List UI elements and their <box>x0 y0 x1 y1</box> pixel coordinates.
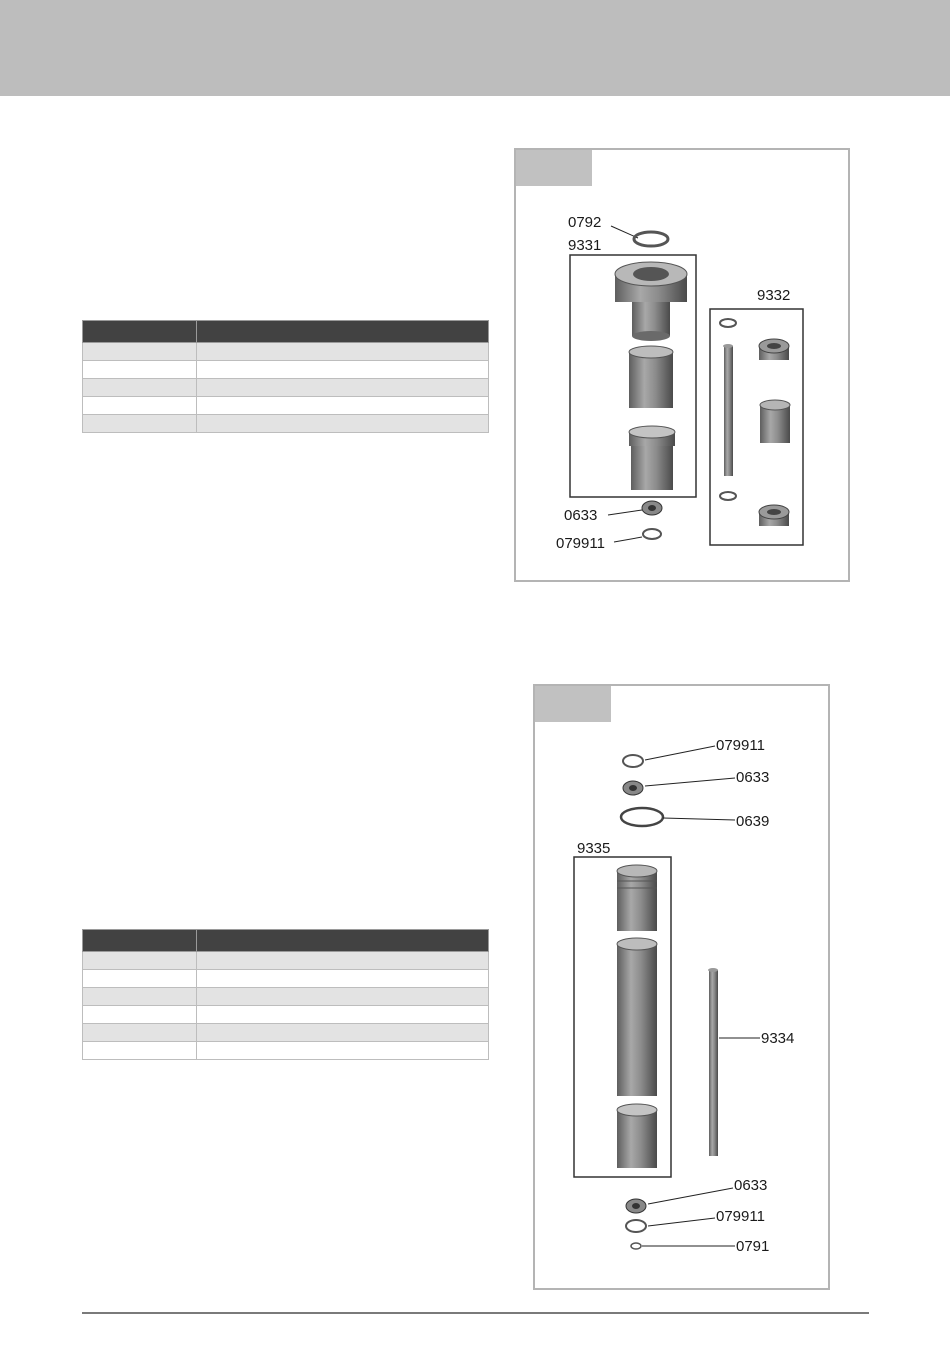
leader-line <box>645 746 715 760</box>
table-row <box>83 1024 489 1042</box>
table-row <box>83 361 489 379</box>
circlip-bottom <box>720 492 736 500</box>
table-cell <box>83 361 197 379</box>
table-cell <box>83 397 197 415</box>
header-cell <box>197 930 489 952</box>
adapter-neck-base <box>632 331 670 341</box>
table-cell <box>83 415 197 433</box>
shaft-9334 <box>709 970 718 1156</box>
o-ring-0639 <box>621 808 663 826</box>
exploded-diagram-1 <box>516 150 848 580</box>
bearing-0633-top-bore <box>629 785 637 791</box>
table-header-row <box>83 930 489 952</box>
label-079911: 079911 <box>556 535 605 552</box>
retaining-ring-0792 <box>634 232 668 246</box>
bushing-top <box>629 426 675 438</box>
label-079911-bottom: 079911 <box>716 1208 765 1225</box>
header-cell <box>197 321 489 343</box>
table-row <box>83 970 489 988</box>
table-cell <box>197 1024 489 1042</box>
circlip-079911-top <box>623 755 643 767</box>
table-cell <box>83 379 197 397</box>
table-row <box>83 952 489 970</box>
table-cell <box>197 343 489 361</box>
table-cell <box>197 361 489 379</box>
exploded-view-figure-1 <box>514 148 850 582</box>
table-cell <box>197 970 489 988</box>
circlip-079911 <box>643 529 661 539</box>
label-079911-top: 079911 <box>716 737 765 754</box>
spacer-tube-top <box>760 400 790 410</box>
leader-line <box>648 1188 733 1204</box>
table-row <box>83 1006 489 1024</box>
exploded-view-figure-2 <box>533 684 830 1290</box>
label-9332: 9332 <box>757 287 791 304</box>
bearing-0633-bottom-bore <box>632 1203 640 1209</box>
table-cell <box>197 1006 489 1024</box>
shaft-9334-top <box>708 968 718 972</box>
label-9335: 9335 <box>577 840 611 857</box>
table-cell <box>83 988 197 1006</box>
header-band <box>0 0 950 96</box>
long-tube <box>617 944 657 1096</box>
leader-line <box>645 778 735 786</box>
header-cell <box>83 321 197 343</box>
sleeve-top <box>629 346 673 358</box>
leader-line <box>614 537 642 542</box>
adapter-bore <box>633 267 669 281</box>
table-cell <box>83 952 197 970</box>
table-cell <box>83 343 197 361</box>
label-0633-top: 0633 <box>736 769 770 786</box>
label-0633: 0633 <box>564 507 598 524</box>
bushing <box>631 440 673 490</box>
shaft-top <box>723 344 733 348</box>
bottom-bushing <box>617 1110 657 1168</box>
table-row <box>83 988 489 1006</box>
table-cell <box>83 1024 197 1042</box>
washer-0791 <box>631 1243 641 1249</box>
leader-line <box>663 818 735 820</box>
table-cell <box>83 1006 197 1024</box>
spacer-tube <box>760 405 790 443</box>
table-cell <box>83 970 197 988</box>
label-9334: 9334 <box>761 1030 795 1047</box>
label-0633-bottom: 0633 <box>734 1177 768 1194</box>
footer-rule <box>82 1312 869 1314</box>
table-row <box>83 397 489 415</box>
table-row <box>83 343 489 361</box>
table-row <box>83 415 489 433</box>
bottom-bushing-top <box>617 1104 657 1116</box>
label-9331: 9331 <box>568 237 602 254</box>
leader-line <box>648 1218 715 1226</box>
label-0791: 0791 <box>736 1238 770 1255</box>
leader-line <box>608 510 642 515</box>
table-cell <box>197 415 489 433</box>
table-row <box>83 379 489 397</box>
shaft <box>724 346 733 476</box>
threaded-adapter-top <box>617 865 657 877</box>
label-0792: 0792 <box>568 214 602 231</box>
bearing-upper-bore <box>767 343 781 349</box>
label-0639: 0639 <box>736 813 770 830</box>
bearing-0633-bore <box>648 505 656 511</box>
table-header-row <box>83 321 489 343</box>
threaded-adapter <box>617 871 657 931</box>
table-cell <box>197 397 489 415</box>
circlip-top <box>720 319 736 327</box>
long-tube-top <box>617 938 657 950</box>
table-cell <box>197 988 489 1006</box>
parts-table-1 <box>82 320 489 433</box>
bearing-lower-bore <box>767 509 781 515</box>
table-cell <box>83 1042 197 1060</box>
table-cell <box>197 952 489 970</box>
table-cell <box>197 1042 489 1060</box>
header-cell <box>83 930 197 952</box>
table-cell <box>197 379 489 397</box>
circlip-079911-bottom <box>626 1220 646 1232</box>
table-row <box>83 1042 489 1060</box>
parts-table-2 <box>82 929 489 1060</box>
exploded-diagram-2 <box>535 686 828 1288</box>
sleeve <box>629 352 673 408</box>
